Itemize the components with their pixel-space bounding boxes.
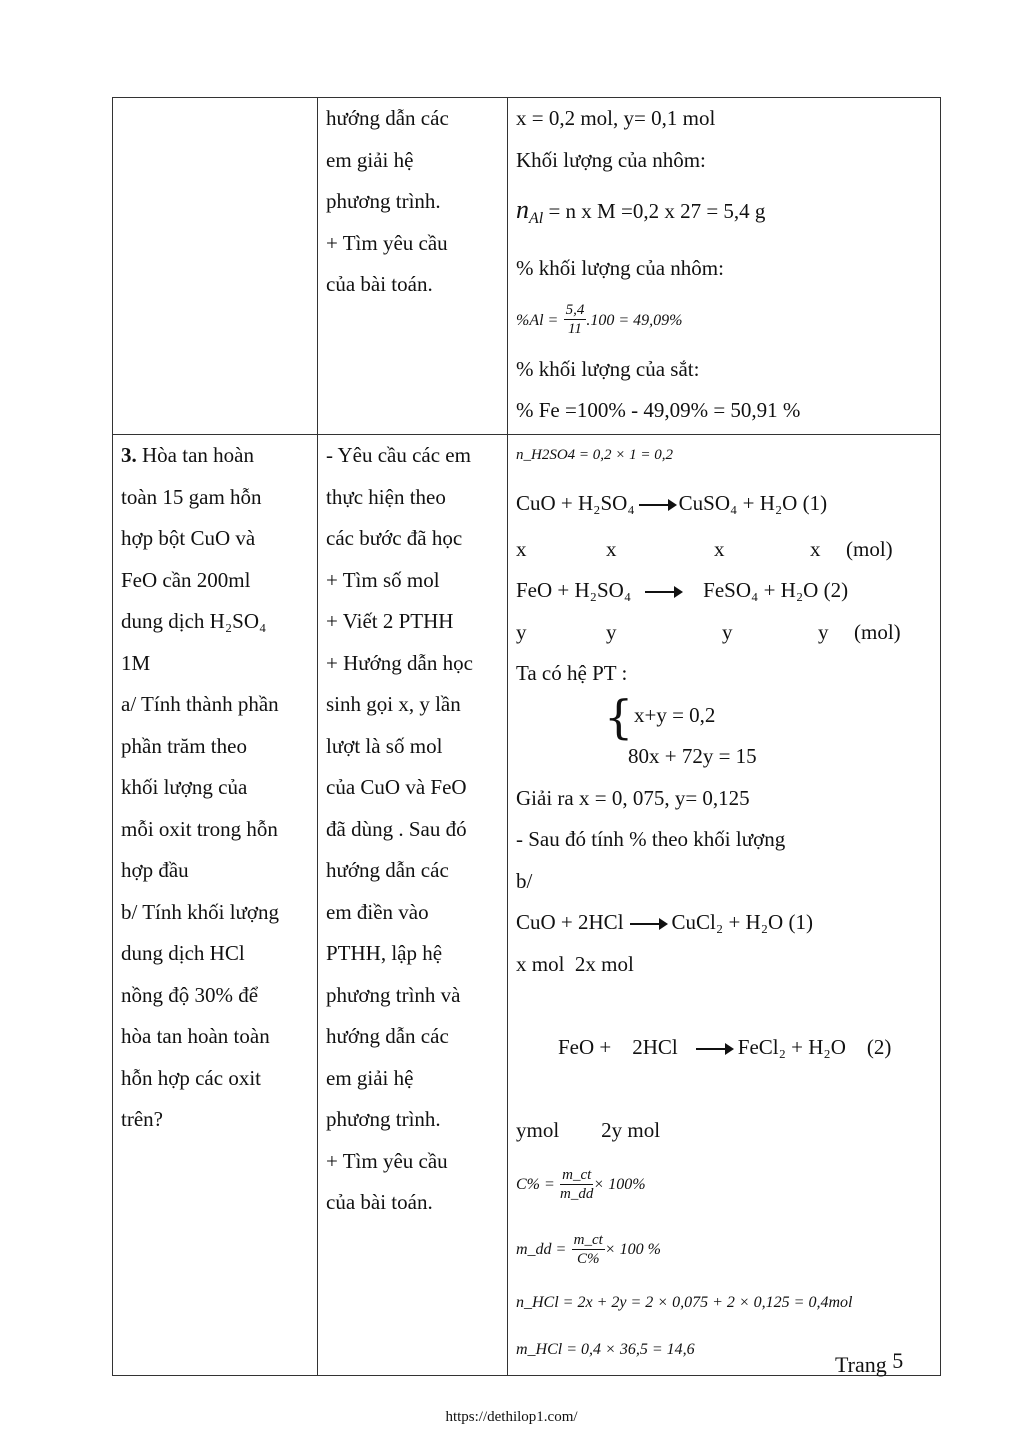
row1-col2 [318,98,508,435]
question-number: 3. [121,443,137,467]
equation-right: CuCl₂ + H₂O (1) [671,910,813,934]
text-line: lượt là số mol [326,733,443,758]
row1-col1 [113,98,318,435]
system-row: 80x + 72y = 15 [628,743,757,768]
text-line: % khối lượng của sắt: [516,356,700,381]
mol-cell: x [516,536,527,561]
text-line: % khối lượng của nhôm: [516,256,724,281]
text-line: + Viết 2 PTHH [326,609,454,633]
text-line: + Hướng dẫn học [326,650,473,675]
table-row [113,98,941,435]
lesson-table [112,97,941,1376]
fraction [564,301,587,338]
text-line: 1M [121,650,151,675]
text-line: hỗn hợp các oxit [121,1065,261,1090]
system-row: x+y = 0,2 [634,702,716,727]
mol-row-2 [516,612,932,654]
text-line: em điền vào [326,899,429,924]
denominator: m_dd [560,1185,594,1202]
mol-cell: y [818,619,829,644]
equation-1 [516,477,932,529]
text-line: a/ Tính thành phần [121,692,279,716]
text-line: hợp bột CuO và [121,526,256,550]
text-line: x mol 2x mol [516,951,634,976]
equation-left: FeO + H₂SO₄ [516,578,632,602]
m-dd-formula [516,1216,932,1281]
text-line: % Fe =100% - 49,09% = 50,91 % [516,398,801,423]
brace-icon: { [604,689,634,744]
text-line: trên? [121,1107,163,1131]
equation-left: FeO + 2HCl [558,1034,678,1059]
fraction [560,1166,593,1203]
numerator: m_ct [573,1231,603,1248]
formula-right: .100 = 49,09% [586,311,683,329]
text-line: x = 0,2 mol, y= 0,1 mol [516,106,716,130]
text-line: nồng độ 30% để [121,982,259,1007]
equation-3 [516,902,932,944]
mass-al-formula [516,181,932,248]
mol-row-1 [516,529,932,571]
text-line: ymol 2y mol [516,1117,661,1142]
numerator: m_ct [560,1166,593,1185]
text-line: + Tìm số mol [326,567,440,592]
reaction-arrow-icon [639,504,675,506]
reaction-arrow-icon [630,923,666,925]
text-line: khối lượng của [121,775,248,799]
mol-cell: y [722,619,733,644]
text-line: phương trình và [326,982,461,1007]
text-line: phương trình. [326,189,441,213]
text-line: em giải hệ [326,147,414,172]
mol-cell: x [714,536,725,561]
table-row [113,435,941,1376]
text-line [121,435,309,477]
row2-col1 [113,435,318,1376]
formula-right: × 100% [593,1176,646,1193]
numerator: 5,4 [565,302,585,319]
denominator: 11 [568,321,582,338]
mol-cell: y [606,619,617,644]
text-line: Ta có hệ PT : [516,661,628,685]
text-line: đã dùng . Sau đó [326,816,467,841]
page-number-value: 5 [892,1348,904,1373]
text-line: dung dịch HCl [121,941,245,965]
fraction [572,1231,605,1268]
reaction-arrow-icon [696,1048,732,1050]
formula-rest: = n x M =0,2 x 27 = 5,4 g [543,199,766,223]
text-line: của CuO và FeO [326,775,467,799]
text-line: em giải hệ [326,1065,414,1090]
page-label: Trang [835,1352,887,1377]
equation-right: CuSO₄ + H₂O (1) [678,490,828,515]
mol-cell: y [516,619,527,644]
text-line: + Tìm yêu cầu [326,1148,448,1173]
text-line: hướng dẫn các [326,1024,449,1048]
text-line: - Sau đó tính % theo khối lượng [516,827,786,851]
text-line: của bài toán. [326,272,433,296]
text-line: PTHH, lập hệ [326,941,443,965]
formula-left: m_dd = [516,1241,567,1258]
formula-left: %Al = [516,311,559,329]
text-line: b/ [516,868,533,893]
equation-right: FeCl₂ + H₂O (2) [737,1034,892,1059]
text-line: phần trăm theo [121,733,247,758]
source-url: https://dethilop1.com/ [445,1409,578,1425]
text-line: hướng dẫn các [326,106,449,130]
row2-col3 [508,435,941,1376]
mol-cell: (mol) [846,536,893,561]
text-line: mỗi oxit trong hỗn [121,816,278,841]
text-line: toàn 15 gam hỗn [121,484,262,509]
row1-col3 [508,98,941,435]
text-line: b/ Tính khối lượng [121,899,280,924]
equation-left: CuO + 2HCl [516,910,624,934]
n-h2so4-formula: n_H2SO4 = 0,2 × 1 = 0,2 [516,447,674,463]
equation-4 [516,985,932,1110]
text-line: thực hiện theo [326,484,446,509]
text-line: của bài toán. [326,1190,433,1214]
text-line: FeO cần 200ml [121,567,251,592]
text-line: Giải ra x = 0, 075, y= 0,125 [516,785,750,810]
text-line: + Tìm yêu cầu [326,230,448,255]
formula-right: × 100 % [604,1241,661,1258]
text-line: dung dịch H₂SO₄ [121,609,267,633]
formula-left: C% = [516,1176,555,1193]
reaction-arrow-icon [645,591,681,593]
mol-cell: x [606,536,617,561]
percent-al-formula [516,290,932,349]
page-number [835,1348,904,1378]
text-line: các bước đã học [326,526,463,550]
text-line: - Yêu cầu các em [326,443,471,467]
c-percent-formula [516,1151,932,1216]
text-line: phương trình. [326,1107,441,1131]
equation-left: CuO + H₂SO₄ [516,490,635,515]
denominator: C% [576,1250,600,1267]
mol-cell: (mol) [854,619,901,644]
equation-right: FeSO₄ + H₂O (2) [703,578,849,602]
text-line: hướng dẫn các [326,858,449,882]
equation-system [516,689,932,778]
text-line: Khối lượng của nhôm: [516,147,706,172]
text-line: hòa tan hoàn toàn [121,1024,270,1048]
text-fragment: Hòa tan hoàn [136,443,254,467]
mol-cell: x [810,536,821,561]
row2-col2 [318,435,508,1376]
subscript: Al [529,210,544,228]
symbol-n: n [516,195,529,224]
text-line: hợp đầu [121,858,189,882]
n-hcl-formula: n_HCl = 2x + 2y = 2 × 0,075 + 2 × 0,125 = 0,4mol [516,1294,853,1311]
equation-2 [516,570,932,612]
m-hcl-formula: m_HCl = 0,4 × 36,5 = 14,6 [516,1341,695,1358]
text-line: sinh gọi x, y lần [326,692,461,716]
